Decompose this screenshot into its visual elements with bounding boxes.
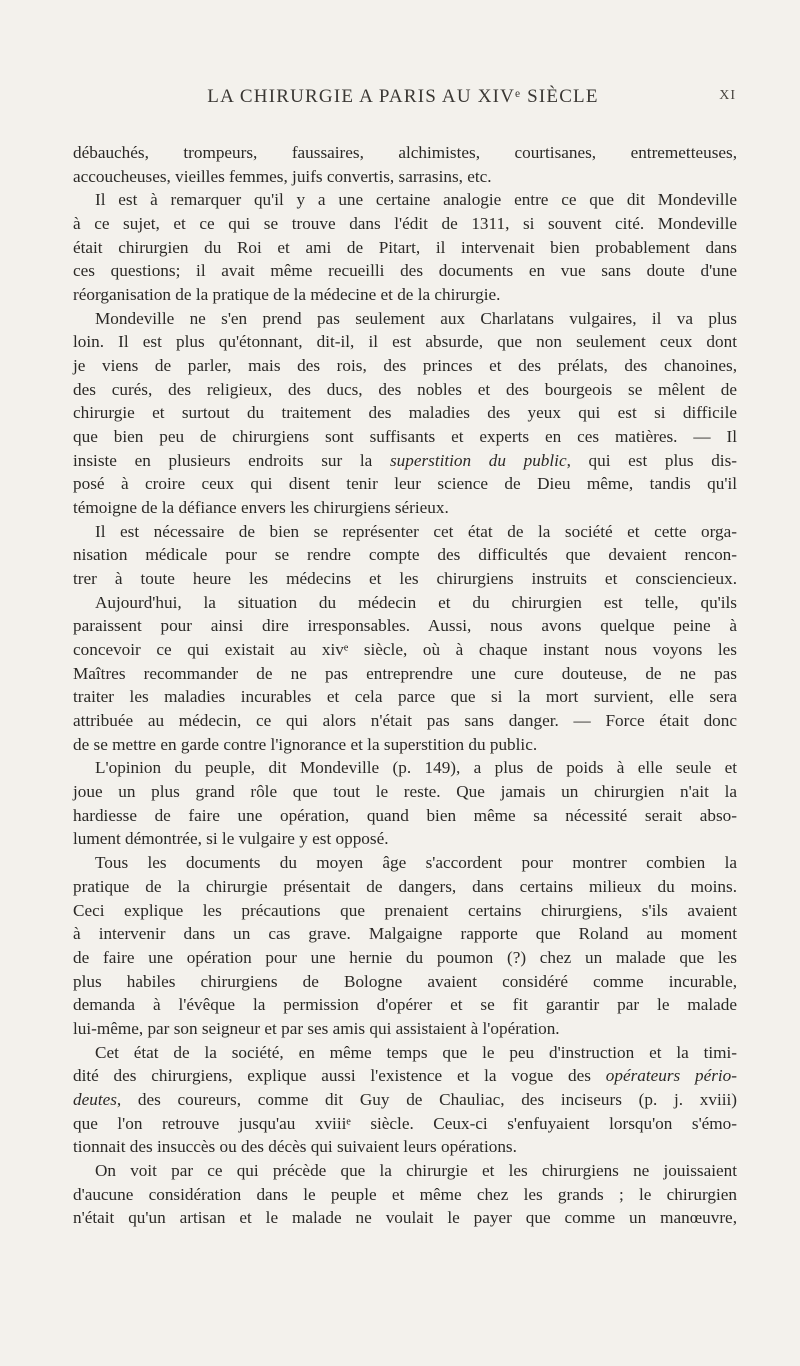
text-line: Cet état de la société, en même temps que le peu d'instruction et la timi- [95, 1042, 737, 1062]
text-line: hardiesse de faire une opération, quand bien même sa nécessité serait abso- [73, 805, 737, 825]
running-head [70, 86, 736, 114]
text-line: On voit par ce qui précède que la chirurgie et les chirurgiens ne jouissaient [95, 1160, 737, 1180]
line-segment: dité des chirurgiens, explique aussi l'existence et la vogue des [73, 1066, 606, 1086]
body-text [73, 141, 737, 1230]
page-number: XI [719, 88, 736, 103]
text-line: demanda à l'évêque la permission d'opérer et se fit garantir par le malade [73, 995, 737, 1015]
text-line: traiter les maladies incurables et cela parce que si la mort survient, elle sera [73, 687, 737, 707]
text-line: loin. Il est plus qu'étonnant, dit-il, il est absurde, que non seulement ceux dont [73, 332, 737, 352]
line-segment: insiste en plusieurs endroits sur la [73, 450, 390, 470]
text-line: n'était qu'un artisan et le malade ne voulait le payer que comme un manœuvre, [73, 1208, 737, 1228]
text-line: joue un plus grand rôle que tout le reste. Que jamais un chirurgien n'ait la [73, 782, 737, 802]
text-line: pratique de la chirurgie présentait de dangers, dans certains milieux du moins. [73, 876, 737, 896]
text-line: nisation médicale pour se rendre compte des difficultés que devaient rencon- [73, 545, 737, 565]
text-line: L'opinion du peuple, dit Mondeville (p. 149), a plus de poids à elle seule et [95, 758, 737, 778]
text-line: accoucheuses, vieilles femmes, juifs convertis, sarrasins, etc. [73, 166, 492, 186]
text-line: Mondeville ne s'en prend pas seulement aux Charlatans vulgaires, il va plus [95, 308, 737, 328]
text-line: que bien peu de chirurgiens sont suffisants et experts en ces matières. — Il [73, 427, 737, 447]
text-line: Il est nécessaire de bien se représenter cet état de la société et cette orga- [95, 521, 737, 541]
text-line: Il est à remarquer qu'il y a une certaine analogie entre ce que dit Mondeville [95, 190, 737, 210]
text-line-with-italic [73, 449, 737, 473]
text-line: de se mettre en garde contre l'ignorance et la superstition du public. [73, 734, 538, 754]
text-line: concevoir ce qui existait au xivᵉ siècle, où à chaque instant nous voyons les [73, 640, 737, 660]
text-line: paraissent pour ainsi dire irresponsables. Aussi, nous avons quelque peine à [73, 616, 737, 636]
text-line: chirurgie et surtout du traitement des maladies des yeux qui est si difficile [73, 403, 737, 423]
text-line: attribuée au médecin, ce qui alors n'était pas sans danger. — Force était donc [73, 711, 737, 731]
text-line: était chirurgien du Roi et ami de Pitart, il intervenait bien probablement dans [73, 237, 737, 257]
text-line: plus habiles chirurgiens de Bologne avaient considéré comme incurable, [73, 971, 737, 991]
text-line: Aujourd'hui, la situation du médecin et du chirurgien est telle, qu'ils [95, 592, 737, 612]
text-line: de faire une opération pour une hernie du poumon (?) chez un malade que les [73, 947, 737, 967]
running-title: LA CHIRURGIE A PARIS AU XIVᵉ SIÈCLE [207, 86, 599, 107]
italic-phrase: deutes [73, 1089, 117, 1109]
text-line: Tous les documents du moyen âge s'accordent pour montrer combien la [95, 853, 737, 873]
text-line: à ce sujet, et ce qui se trouve dans l'édit de 1311, si souvent cité. Mondeville [73, 214, 737, 234]
line-segment: , qui est plus dis- [566, 450, 737, 470]
text-line: témoigne de la défiance envers les chirurgiens sérieux. [73, 498, 449, 518]
text-line: à intervenir dans un cas grave. Malgaigne rapporte que Roland au moment [73, 924, 737, 944]
text-line: je viens de parler, mais des rois, des princes et des prélats, des chanoines, [73, 356, 737, 376]
italic-phrase: opérateurs pério- [605, 1066, 737, 1086]
text-line-with-italic [73, 1088, 737, 1112]
text-line: ces questions; il avait même recueilli des documents en vue sans doute d'une [73, 261, 737, 281]
line-segment: , des coureurs, comme dit Guy de Chauliac, des inciseurs (p. j. xviii) [116, 1089, 737, 1109]
text-line-with-italic [73, 1064, 737, 1088]
italic-phrase: superstition du public [389, 450, 567, 470]
text-line: lument démontrée, si le vulgaire y est opposé. [73, 829, 389, 849]
text-line: tionnait des insuccès ou des décès qui suivaient leurs opérations. [73, 1137, 517, 1157]
text-line: d'aucune considération dans le peuple et même chez les grands ; le chirurgien [73, 1184, 737, 1204]
text-line: débauchés, trompeurs, faussaires, alchimistes, courtisanes, entremetteuses, [73, 143, 737, 162]
text-line: réorganisation de la pratique de la médecine et de la chirurgie. [73, 285, 501, 305]
text-line: Maîtres recommander de ne pas entreprendre une cure douteuse, de ne pas [73, 663, 737, 683]
text-line: Ceci explique les précautions que prenaient certains chirurgiens, s'ils avaient [73, 900, 737, 920]
text-line: lui-même, par son seigneur et par ses amis qui assistaient à l'opération. [73, 1018, 560, 1038]
text-line: trer à toute heure les médecins et les chirurgiens instruits et consciencieux. [73, 569, 737, 589]
text-line: des curés, des religieux, des ducs, des nobles et des bourgeois se mêlent de [73, 379, 737, 399]
text-line: posé à croire ceux qui disent tenir leur science de Dieu même, tandis qu'il [73, 474, 737, 494]
text-line: que l'on retrouve jusqu'au xviiiᵉ siècle. Ceux-ci s'enfuyaient lorsqu'on s'émo- [73, 1113, 737, 1133]
